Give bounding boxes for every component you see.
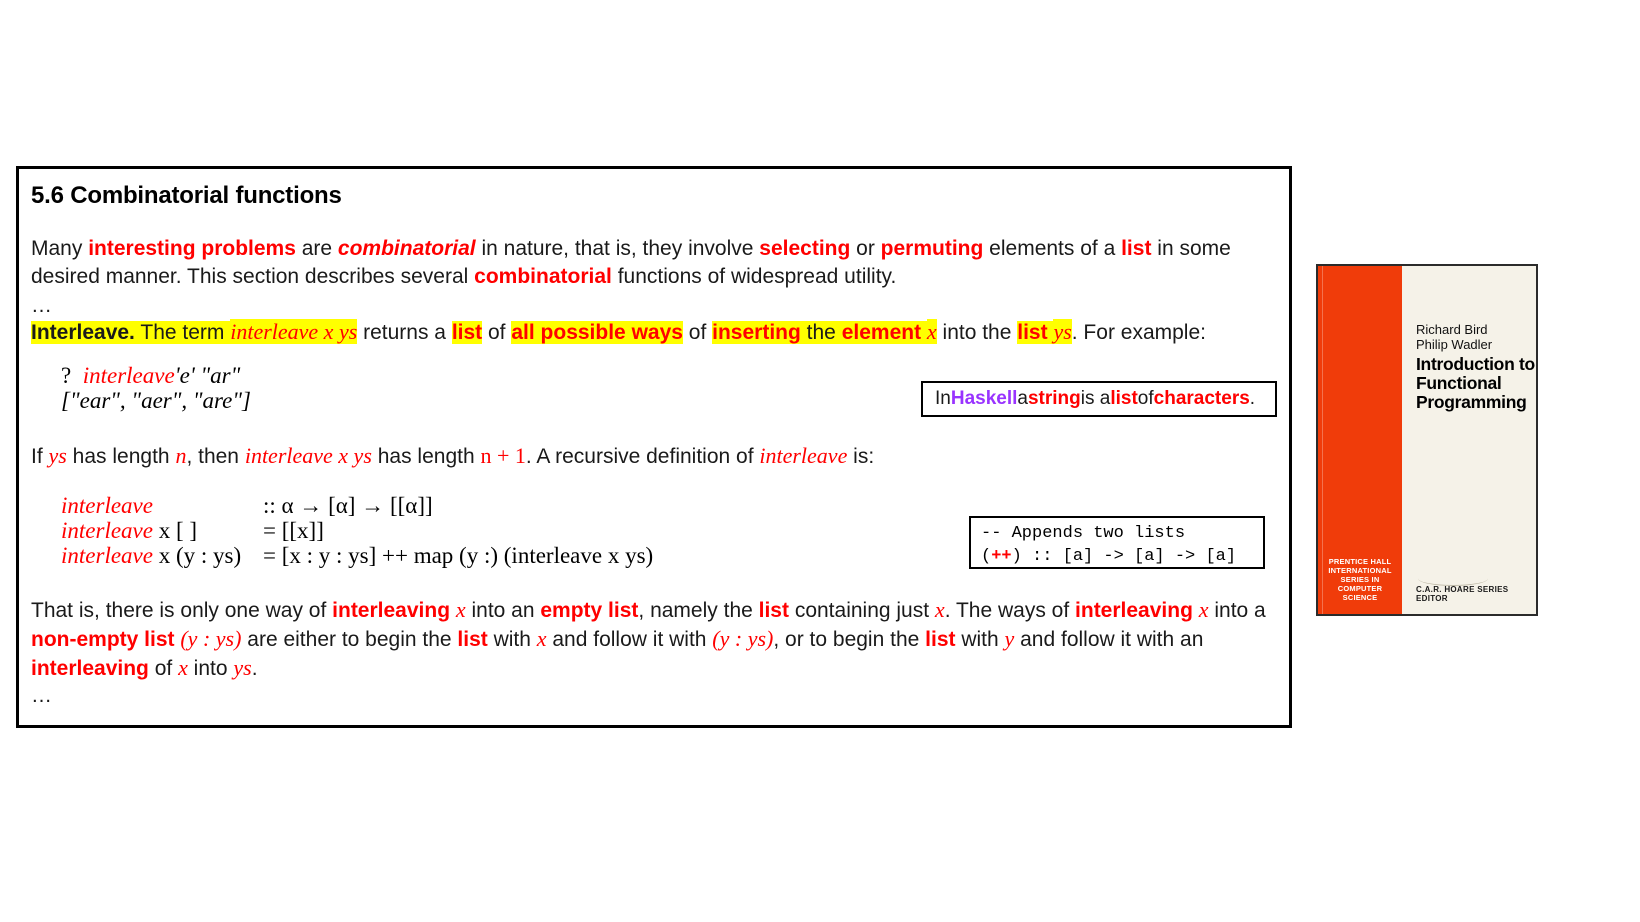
var-x-1: x <box>926 319 937 345</box>
closing-text-4: containing just <box>788 599 935 623</box>
example-arg-char: 'e' <box>174 363 195 389</box>
intro-text-6: in some desired manner. This section describes several <box>31 237 1231 289</box>
term-string: string <box>1027 388 1081 409</box>
definition-lhs-args: x (y : ys) <box>152 543 242 569</box>
haskell-string-callout <box>921 381 1277 417</box>
var-ys-2: ys <box>48 443 67 469</box>
book-front-face <box>1402 266 1536 614</box>
expr-interleave-x-ys: interleave x ys <box>230 319 358 345</box>
slide-content <box>19 169 1289 725</box>
length-text-1: If <box>31 445 49 469</box>
interleave-definition-sentence <box>31 318 1277 347</box>
interleave-text-1: The term <box>134 321 231 345</box>
book-title <box>1416 355 1536 412</box>
publisher-series-label: PRENTICE HALL INTERNATIONAL SERIES IN COMPUTER SCIENCE <box>1328 557 1392 602</box>
example-call-interleave: interleave <box>82 363 175 389</box>
intro-paragraph <box>31 235 1277 291</box>
append-code-callout <box>969 516 1265 569</box>
series-editor-label: C.A.R. HOARE SERIES EDITOR <box>1416 585 1509 603</box>
term-selecting: selecting <box>759 237 851 261</box>
term-interleave-3: interleave <box>759 443 848 469</box>
length-statement <box>31 442 1277 471</box>
term-non-empty-list: non-empty list <box>31 628 175 652</box>
book-title-line-1: Introduction to <box>1416 354 1535 374</box>
prompt-symbol: ? <box>61 363 72 389</box>
label-interleave: Interleave. <box>31 321 135 345</box>
intro-text-3: in nature, that is, they involve <box>475 237 760 261</box>
length-text-2: has length <box>66 445 176 469</box>
term-permuting: permuting <box>880 237 984 261</box>
intro-text-5: elements of a <box>983 237 1122 261</box>
intro-text-1: Many <box>31 237 89 261</box>
book-title-line-3: Programming <box>1416 392 1527 412</box>
term-interleaving-3: interleaving <box>31 657 149 681</box>
closing-paragraph <box>31 596 1277 683</box>
term-list-3: list <box>1017 321 1048 345</box>
code-paren-open: ( <box>981 547 992 566</box>
ellipsis-top: … <box>31 294 52 318</box>
term-empty-list: empty list <box>540 599 639 623</box>
term-list-1: list <box>1121 237 1152 261</box>
code-signature-rest: ) :: [a] -> [a] -> [a] <box>1011 547 1237 566</box>
author-name-2: Philip Wadler <box>1416 337 1493 352</box>
cover-decoration <box>1418 571 1488 586</box>
closing-text-7: are either to begin the <box>241 628 458 652</box>
book-title-line-2: Functional <box>1416 373 1502 393</box>
callout-text-4: of <box>1137 388 1154 409</box>
interleave-text-4: of <box>682 321 713 345</box>
closing-text-2: into an <box>465 599 541 623</box>
book-cover-image <box>1316 264 1538 616</box>
definition-lhs <box>61 518 263 543</box>
length-text-4: has length <box>371 445 481 469</box>
term-list-4: list <box>758 599 789 623</box>
definition-row <box>61 493 1277 518</box>
term-combinatorial-1: combinatorial <box>337 237 476 261</box>
var-ys-3: ys <box>233 655 252 681</box>
code-comment-line: -- Appends two lists <box>981 524 1186 543</box>
intro-text-2: are <box>295 237 338 261</box>
definition-rhs: :: α → [α] → [[α]] <box>263 493 433 519</box>
callout-text-3: is a <box>1080 388 1111 409</box>
var-y: y <box>1004 626 1015 652</box>
interleave-text-2: returns a <box>357 321 452 345</box>
closing-text-15: . <box>251 657 258 681</box>
book-spine <box>1318 266 1402 614</box>
expr-y-cons-ys-1: (y : ys) <box>180 626 242 652</box>
slide-panel <box>16 166 1292 728</box>
closing-text-1: That is, there is only one way of <box>31 599 333 623</box>
definition-lhs-name: interleave <box>61 518 153 544</box>
length-text-3: , then <box>186 445 245 469</box>
closing-text-6: into a <box>1208 599 1266 623</box>
var-x-4: x <box>1198 597 1209 623</box>
var-x-5: x <box>536 626 547 652</box>
term-list-2: list <box>451 321 483 345</box>
definition-lhs-name: interleave <box>61 493 153 519</box>
definition-lhs-name: interleave <box>61 543 153 569</box>
closing-text-8: with <box>487 628 537 652</box>
definition-lhs <box>61 493 263 518</box>
example-arg-string: "ar" <box>200 363 241 389</box>
interleave-text-5: the <box>800 321 842 345</box>
closing-text-11: with <box>955 628 1005 652</box>
term-haskell: Haskell <box>950 388 1018 409</box>
intro-text-4: or <box>850 237 881 261</box>
closing-text-10: , or to begin the <box>773 628 926 652</box>
closing-text-12: and follow it with an <box>1014 628 1204 652</box>
interleave-text-3: of <box>482 321 512 345</box>
term-interleaving-2: interleaving <box>1075 599 1193 623</box>
page-title: 5.6 Combinatorial functions <box>31 182 342 209</box>
callout-text-5: . <box>1249 388 1256 409</box>
expr-y-cons-ys-2: (y : ys) <box>712 626 774 652</box>
term-combinatorial-2: combinatorial <box>474 265 612 289</box>
term-element: element <box>841 321 922 345</box>
var-x-2: x <box>455 597 466 623</box>
author-name-1: Richard Bird <box>1416 322 1488 337</box>
var-x-3: x <box>934 597 945 623</box>
closing-text-14: into <box>187 657 234 681</box>
intro-text-7: functions of widespread utility. <box>611 265 897 289</box>
closing-text-9: and follow it with <box>546 628 713 652</box>
definition-rhs <box>263 543 653 568</box>
length-text-6: is: <box>847 445 875 469</box>
ellipsis-bottom: … <box>31 684 52 708</box>
var-n: n <box>175 443 187 469</box>
definition-rhs-text: = [x : y : ys] ++ map (y :) (interleave x ys) <box>263 543 654 569</box>
var-ys-1: ys <box>1053 319 1072 345</box>
closing-text-5: . The ways of <box>944 599 1076 623</box>
term-all-possible-ways: all possible ways <box>511 321 683 345</box>
callout-text-2: a <box>1017 388 1028 409</box>
term-list-5: list <box>457 628 488 652</box>
expr-interleave-x-ys-2: interleave x ys <box>244 443 372 469</box>
interleave-text-7: . For example: <box>1071 321 1206 345</box>
term-inserting: inserting <box>712 321 801 345</box>
term-list-6: list <box>925 628 956 652</box>
var-x-6: x <box>178 655 188 681</box>
closing-text-13: of <box>148 657 179 681</box>
example-result-line: ["ear", "aer", "are"] <box>61 388 251 414</box>
callout-text-1: In <box>935 388 951 409</box>
term-interesting-problems: interesting problems <box>88 237 296 261</box>
expr-n-plus-1: n + 1 <box>480 443 526 469</box>
interleave-text-6: into the <box>936 321 1018 345</box>
length-text-5: . A recursive definition of <box>525 445 760 469</box>
closing-text-3: , namely the <box>638 599 759 623</box>
definition-rhs: = [[x]] <box>263 518 324 544</box>
term-characters: characters <box>1153 388 1250 409</box>
definition-lhs <box>61 543 263 568</box>
definition-lhs-args: x [ ] <box>152 518 198 544</box>
operator-append: ++ <box>991 547 1012 566</box>
code-signature-line <box>981 545 1263 568</box>
term-interleaving-1: interleaving <box>332 599 451 623</box>
term-list-7: list <box>1110 388 1138 409</box>
